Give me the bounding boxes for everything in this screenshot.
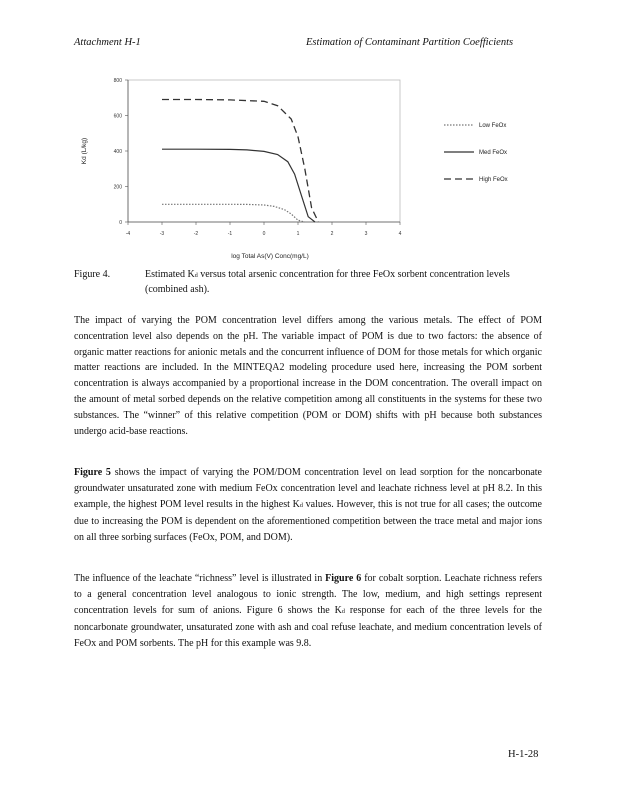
- paragraph-figure5: Figure 5 shows the impact of varying the POM/DOM concentration level on lead sorption for the noncarbonate groundwater unsaturated zone with medium FeOx concentration level and leachate richness level at pH 8.2. In this example, the highest POM level results in the highest Kd values. However, this is not true for all cases; the outcome due to increasing the POM is dependent on the aforementioned competition between the trace metal and major ions on all three sorbing surfaces (FeOx, POM, and DOM).: [74, 467, 542, 544]
- paragraph-pom-impact: The impact of varying the POM concentration level differs among the various metals. The effect of POM concentration level also depends on the pH. The variable impact of POM is due to two factors: the absence of organic matter reactions for anionic metals and the concurrent influence of DOM for those metals for which organic matter reactions are included. In the MINTEQA2 modeling procedure used here, increasing the POM sorbent concentration is always accompanied by a proportional increase in the DOM concentration. The overall impact on the amount of metal sorbed depends on the relative competition among all constituents in the systems for these two substances. The “winner” of this relative competition (POM or DOM) shifts with pH because both substances undergo acid-base reactions.: [74, 315, 542, 437]
- x-tick-label: 1: [296, 231, 300, 237]
- y-tick-label: 800: [113, 78, 122, 84]
- kd-subscript: d: [299, 502, 303, 509]
- figure5-ref: Figure 5: [74, 467, 111, 478]
- x-tick-label: -1: [227, 231, 233, 237]
- y-tick-label: 0: [119, 220, 122, 226]
- y-axis-label: Kd (L/kg): [81, 137, 88, 165]
- x-tick-label: 0: [262, 231, 266, 237]
- header-right: Estimation of Contaminant Partition Coefficients: [306, 37, 514, 48]
- y-tick-label: 400: [113, 149, 122, 155]
- x-tick-label: -4: [125, 231, 131, 237]
- y-tick-label: 600: [113, 113, 122, 120]
- legend-label: High FeOx: [479, 177, 508, 183]
- series-low-feox: [162, 204, 305, 222]
- series-high-feox: [162, 100, 318, 223]
- x-axis-label: log Total As(V) Conc(mg/L): [231, 253, 309, 260]
- kd-chart: [72, 70, 542, 262]
- x-tick-label: -3: [159, 231, 165, 237]
- figure-caption-text: Estimated Kd versus total arsenic concentration for three FeOx sorbent concentration levels (combined ash).: [145, 269, 510, 295]
- page-number: H-1-28: [508, 749, 539, 760]
- figure-number: Figure 4.: [74, 269, 111, 280]
- header-left: Attachment H-1: [74, 37, 141, 48]
- kd-subscript: d: [341, 608, 345, 615]
- x-tick-label: 3: [364, 231, 368, 237]
- x-tick-label: 4: [398, 231, 402, 237]
- legend-label: Med FeOx: [479, 150, 508, 156]
- x-tick-label: 2: [330, 231, 334, 237]
- legend-label: Low FeOx: [479, 123, 507, 129]
- caption-subscript: d: [194, 273, 198, 279]
- y-tick-label: 200: [113, 184, 122, 191]
- x-tick-label: -2: [193, 231, 199, 237]
- series-med-feox: [162, 149, 315, 222]
- paragraph-figure6: The influence of the leachate “richness” level is illustrated in Figure 6 for cobalt sorption. Leachate richness refers to a general concentration level analogous to ionic strength. The low, medium, and high settings represent concentration levels for sum of anions. Figure 6 shows the Kd response for each of the three levels for the noncarbonate groundwater, unsaturated zone with ash and coal refuse leachate, and medium concentration levels of FeOx and POM sorbents. The pH for this example was 9.8.: [74, 573, 542, 650]
- figure6-ref: Figure 6: [325, 573, 362, 584]
